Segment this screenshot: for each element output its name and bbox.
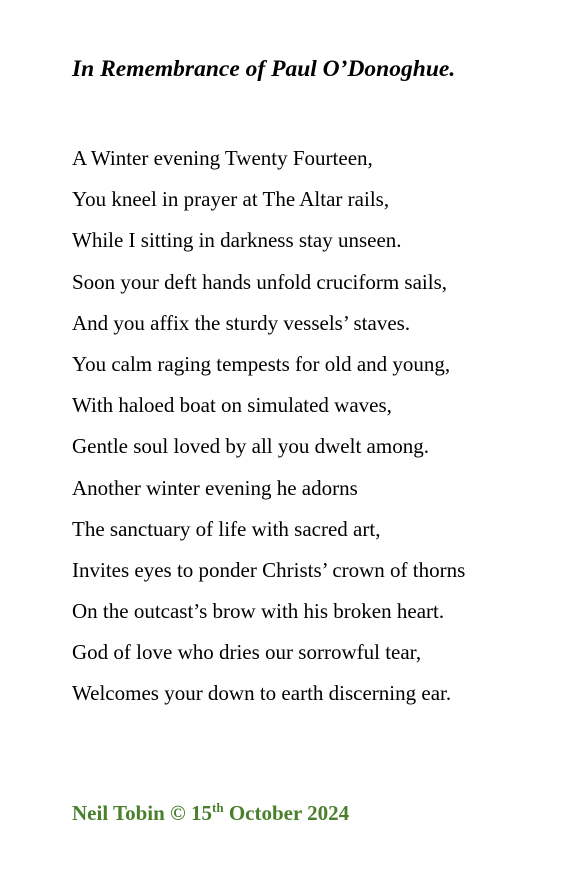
poem-line: On the outcast’s brow with his broken heart.	[72, 599, 445, 624]
poem-line: While I sitting in darkness stay unseen.	[72, 228, 402, 253]
poem-line: And you affix the sturdy vessels’ staves.	[72, 310, 411, 335]
poem-line: You calm raging tempests for old and young,	[72, 351, 451, 376]
signature-ordinal-suffix: th	[212, 800, 224, 815]
poem-line: Gentle soul loved by all you dwelt among.	[72, 434, 429, 459]
poem-body	[72, 138, 465, 715]
poem-title: In Remembrance of Paul O’Donoghue.	[72, 56, 456, 82]
poem-line: You kneel in prayer at The Altar rails,	[72, 187, 390, 212]
poem-line: Another winter evening he adorns	[72, 475, 358, 500]
poem-line: The sanctuary of life with sacred art,	[72, 516, 381, 541]
author-signature	[72, 797, 349, 829]
poem-line: God of love who dries our sorrowful tear,	[72, 640, 422, 665]
poem-line: A Winter evening Twenty Fourteen,	[72, 146, 373, 170]
poem-line: With haloed boat on simulated waves,	[72, 393, 392, 418]
poem-line: Invites eyes to ponder Christs’ crown of thorns	[72, 557, 466, 582]
signature-suffix: October 2024	[223, 801, 350, 825]
signature-prefix: Neil Tobin © 15	[72, 801, 212, 825]
poem-line: Welcomes your down to earth discerning ear.	[72, 681, 452, 706]
poem-line: Soon your deft hands unfold cruciform sails,	[72, 269, 448, 294]
